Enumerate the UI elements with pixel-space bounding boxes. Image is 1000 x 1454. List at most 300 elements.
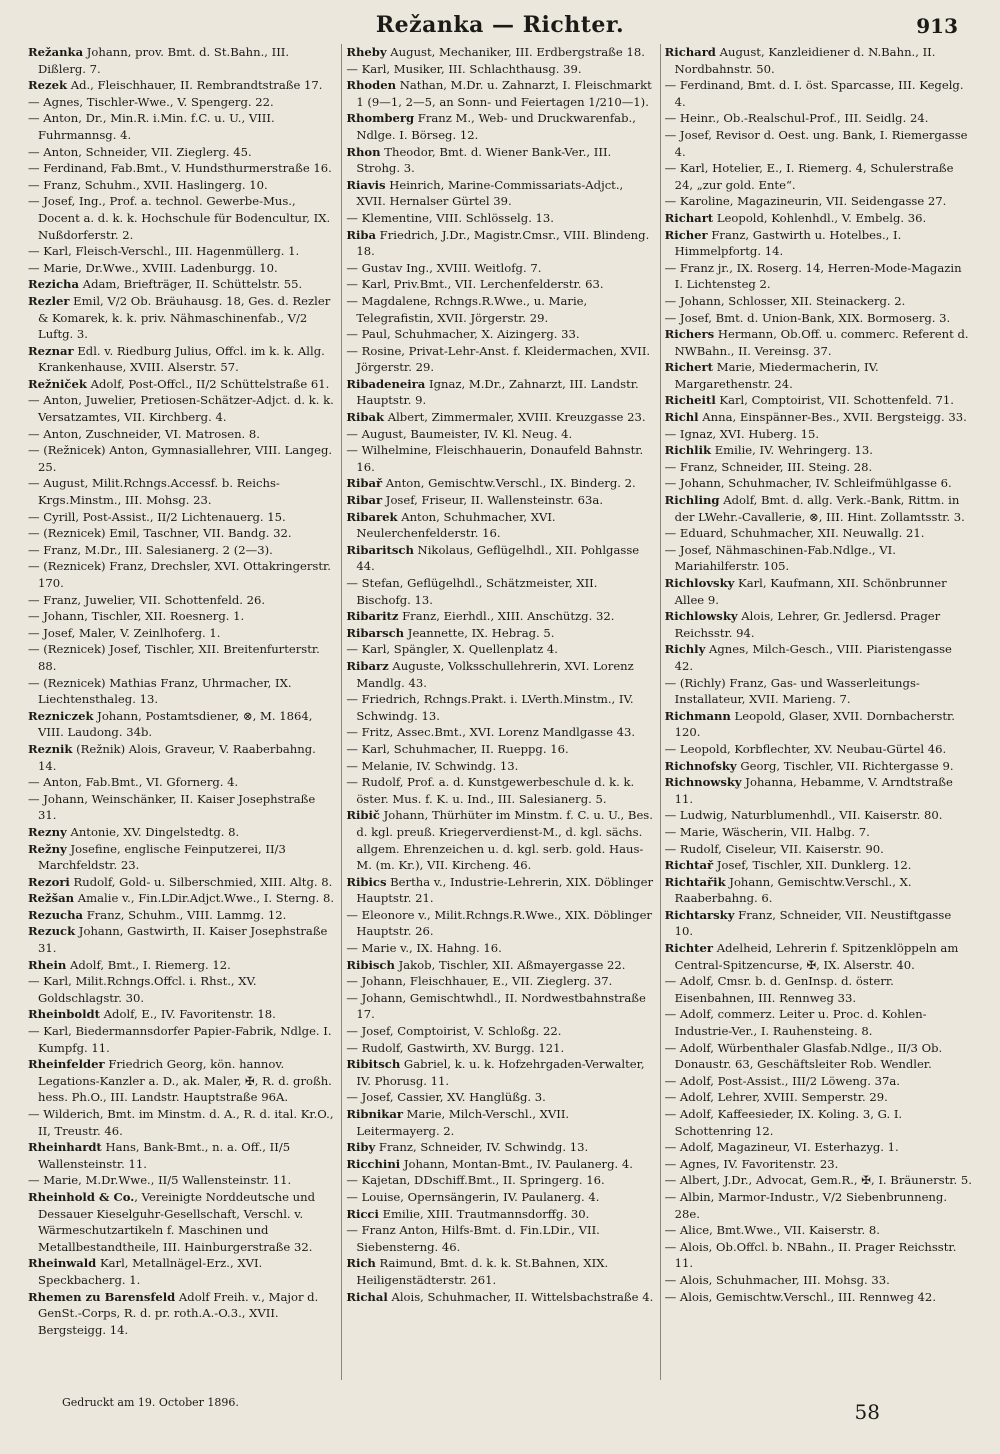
directory-entry [28, 525, 335, 542]
entry-details: Josef, Friseur, II. Wallensteinstr. 63a. [382, 493, 604, 508]
entry-surname: Ribnikar [346, 1107, 403, 1121]
directory-entry [28, 243, 335, 260]
directory-entry [28, 392, 335, 425]
entry-surname: Režny [28, 841, 67, 856]
entry-details: — August, Milit.Rchngs.Accessf. b. Reichs-Krgs.Minstm., III. Mohsg. 23. [28, 476, 280, 508]
entry-details: — Cyrill, Post-Assist., II/2 Lichtenauerg. 15. [28, 509, 286, 524]
entry-details: — Melanie, IV. Schwindg. 13. [346, 758, 519, 773]
directory-entry [346, 973, 653, 990]
entry-details: — Ignaz, XVI. Huberg. 15. [664, 426, 820, 441]
directory-entry [28, 1289, 335, 1339]
entry-surname: Reznik [28, 741, 73, 756]
directory-entry [665, 492, 972, 525]
entry-details: — Franz, Juwelier, VII. Schottenfeld. 26. [28, 592, 266, 607]
directory-entry [346, 1189, 653, 1206]
entry-details: — Karl, Milit.Rchngs.Offcl. i. Rhst., XV. Goldschlagstr. 30. [28, 974, 257, 1005]
directory-entry [28, 177, 335, 194]
directory-entry [28, 1056, 335, 1106]
directory-entry [28, 1172, 335, 1189]
entry-details: Emil, V/2 Ob. Bräuhausg. 18, Ges. d. Rezler & Komarek, k. k. priv. Nähmaschinenfab., V/2 Luftg. 3. [38, 293, 331, 342]
entry-surname: Rheinhardt [28, 1140, 102, 1155]
directory-entry [665, 127, 972, 160]
entry-details: Johanna, Hebamme, V. Arndtstraße 11. [674, 775, 953, 806]
entry-details: Josef, Tischler, XII. Dunklerg. 12. [713, 858, 912, 873]
entry-details: — Johann, Weinschänker, II. Kaiser Josephstraße 31. [28, 791, 316, 823]
directory-entry [346, 293, 653, 326]
directory-entry [346, 61, 653, 78]
entry-details: — Josef, Bmt. d. Union-Bank, XIX. Bormoserg. 3. [664, 310, 951, 325]
entry-surname: Richly [664, 642, 706, 657]
directory-entry [665, 160, 972, 193]
entry-details: Hermann, Ob.Off. u. commerc. Referent d. NWBahn., II. Vereinsg. 37. [674, 327, 969, 358]
directory-entry [346, 641, 653, 658]
entry-details: — Alois, Ob.Offcl. b. NBahn., II. Prager Reichsstr. 11. [664, 1239, 957, 1271]
entry-details: Johann, Gemischtw.Verschl., X. Raaberbahng. 6. [674, 874, 912, 906]
entry-details: Adolf, Bmt., I. Riemerg. 12. [66, 957, 231, 972]
directory-entry [665, 1156, 972, 1173]
entry-details: — (Reznicek) Emil, Taschner, VII. Bandg. 32. [28, 526, 292, 541]
entry-surname: Rheby [346, 45, 387, 59]
directory-entry [346, 625, 653, 642]
entry-details: Adam, Briefträger, II. Schüttelstr. 55. [79, 277, 303, 292]
directory-entry [346, 758, 653, 775]
directory-entry [346, 1139, 653, 1156]
entry-surname: Rezek [28, 78, 68, 93]
directory-entry [346, 1156, 653, 1173]
entry-surname: Ribaritz [346, 609, 399, 624]
directory-entry [28, 475, 335, 508]
entry-details: — Karl, Biedermannsdorfer Papier-Fabrik, Ndlge. I. Kumpfg. 11. [28, 1024, 332, 1055]
directory-entry [28, 94, 335, 111]
entry-details: — Marie, Wäscherin, VII. Halbg. 7. [664, 824, 870, 839]
entry-surname: Rezler [28, 293, 70, 308]
directory-entry [28, 592, 335, 609]
directory-entry [665, 824, 972, 841]
entry-details: — Friedrich, Rchngs.Prakt. i. LVerth.Minstm., IV. Schwindg. 13. [346, 692, 634, 723]
entry-details: — (Režnicek) Anton, Gymnasiallehrer, VIII. Langeg. 25. [28, 443, 333, 474]
directory-entry [665, 293, 972, 310]
entry-details: August, Kanzleidiener d. N.Bahn., II. Nordbahnstr. 50. [674, 45, 936, 76]
entry-details: — Ludwig, Naturblumenhdl., VII. Kaiserstr. 80. [664, 808, 943, 823]
entry-details: Johann, prov. Bmt. d. St.Bahn., III. Dißlerg. 7. [38, 45, 290, 76]
directory-entry [346, 276, 653, 293]
entry-details: Anton, Schuhmacher, XVI. Neulerchenfelderstr. 16. [356, 509, 556, 541]
directory-entry [28, 1189, 335, 1255]
entry-details: Emilie, IV. Wehringerg. 13. [711, 443, 873, 458]
entry-details: Johann, Gastwirth, II. Kaiser Josephstraße 31. [38, 924, 328, 956]
entry-details: Adolf, E., IV. Favoritenstr. 18. [99, 1007, 276, 1022]
directory-entry [665, 675, 972, 708]
directory-entry [346, 1289, 653, 1306]
entry-details: — Adolf, Cmsr. b. d. GenInsp. d. österr. Eisenbahnen, III. Rennweg 33. [664, 974, 894, 1005]
entry-surname: Richling [664, 493, 720, 508]
entry-surname: Richard [664, 45, 716, 59]
entry-surname: Ribarz [346, 658, 389, 673]
directory-entry [665, 459, 972, 476]
directory-entry [346, 1172, 653, 1189]
entry-details: — Josef, Revisor d. Oest. ung. Bank, I. Riemergasse 4. [664, 127, 968, 159]
directory-entry [665, 359, 972, 392]
entry-details: Hans, Bank-Bmt., n. a. Off., II/5 Wallensteinstr. 11. [38, 1140, 291, 1171]
entry-details: Friedrich Georg, kön. hannov. Legations-Kanzler a. D., ak. Maler, ✠, R. d. großh. hess. Ph.O., III. Landstr. Hauptstraße 96A. [38, 1057, 332, 1105]
directory-entry [346, 1106, 653, 1139]
entry-surname: Richer [664, 227, 708, 242]
directory-entry [665, 575, 972, 608]
directory-entry [346, 575, 653, 608]
entry-details: — Franz, Schneider, III. Steing. 28. [664, 459, 873, 474]
directory-entry [346, 177, 653, 210]
entry-surname: Rheinboldt [28, 1007, 100, 1022]
entry-details: — Johann, Schuhmacher, IV. Schleifmühlgasse 6. [664, 476, 952, 491]
directory-entry [346, 44, 653, 61]
entry-details: Agnes, Milch-Gesch., VIII. Piaristengasse 42. [674, 642, 952, 673]
directory-entry [665, 857, 972, 874]
entry-details: — Adolf, Lehrer, XVIII. Semperstr. 29. [664, 1090, 888, 1105]
directory-entry [28, 890, 335, 907]
directory-entry [665, 1006, 972, 1039]
entry-details: — Franz Anton, Hilfs-Bmt. d. Fin.LDir., VII. Siebensterng. 46. [346, 1223, 600, 1254]
entry-details: Auguste, Volksschullehrerin, XVI. Lorenz Mandlg. 43. [356, 658, 634, 690]
directory-entry [665, 1089, 972, 1106]
entry-surname: Richnofsky [664, 758, 737, 773]
directory-entry [665, 1272, 972, 1289]
entry-surname: Riba [346, 227, 376, 242]
directory-entry [665, 193, 972, 210]
entry-details: Adolf Freih. v., Major d. GenSt.-Corps, R. d. pr. roth.A.-O.3., XVII. Bergsteigg. 14. [38, 1289, 319, 1337]
directory-entry [28, 193, 335, 243]
directory-entry [665, 708, 972, 741]
entry-details: — Albin, Marmor-Industr., V/2 Siebenbrunneng. 28e. [664, 1189, 948, 1221]
entry-details: — Karl, Schuhmacher, II. Rueppg. 16. [346, 741, 569, 756]
entry-surname: Ribisch [346, 957, 395, 972]
directory-entry [665, 608, 972, 641]
directory-entry [665, 874, 972, 907]
entry-details: , Vereinigte Norddeutsche und Dessauer Kieselguhr-Gesellschaft, Verschl. v. Wärmeschutzartikeln f. Maschinen und Metallbestandtheile, III. Hainburgerstraße 32. [38, 1189, 316, 1254]
entry-details: — Karl, Hotelier, E., I. Riemerg. 4, Schulerstraße 24, „zur gold. Ente“. [664, 161, 954, 192]
entry-details: Karl, Kaufmann, XII. Schönbrunner Allee 9. [674, 576, 947, 607]
entry-details: Anna, Einspänner-Bes., XVII. Bergsteigg. 33. [698, 410, 967, 425]
directory-entry [28, 376, 335, 393]
entry-surname: Ribitsch [346, 1057, 401, 1072]
directory-entry [28, 144, 335, 161]
directory-entry [28, 641, 335, 674]
entry-details: — Johann, Schlosser, XII. Steinackerg. 2. [664, 293, 906, 308]
entry-surname: Richlovsky [664, 576, 735, 590]
entry-details: Rudolf, Gold- u. Silberschmied, XIII. Altg. 8. [69, 874, 333, 889]
entry-surname: Rhemen zu Barensfeld [28, 1289, 176, 1304]
directory-entry [665, 841, 972, 858]
entry-details: Johann, Thürhüter im Minstm. f. C. u. U., Bes. d. kgl. preuß. Kriegerverdienst-M., d. kgl. sächs. allgem. Ehrenzeichen u. d. kgl. serb. gold. Haus-M. (m. Kr.), VII. Kircheng. 46. [356, 808, 653, 873]
directory-entry [346, 957, 653, 974]
directory-entry [346, 144, 653, 177]
entry-surname: Rezny [28, 824, 67, 839]
entry-details: — Marie, Dr.Wwe., XVIII. Ladenburgg. 10. [28, 260, 278, 275]
entry-surname: Richter [664, 941, 714, 956]
entry-details: Nathan, M.Dr. u. Zahnarzt, I. Fleischmarkt 1 (9—1, 2—5, an Sonn- und Feiertagen 1/210—1). [356, 78, 652, 109]
directory-entry [28, 442, 335, 475]
entry-details: Franz, Schneider, VII. Neustiftgasse 10. [674, 907, 952, 939]
directory-entry [28, 923, 335, 956]
entry-surname: Richlowsky [664, 609, 738, 624]
directory-entry [665, 542, 972, 575]
entry-details: — Fritz, Assec.Bmt., XVI. Lorenz Mandlgasse 43. [346, 725, 636, 740]
entry-details: Karl, Metallnägel-Erz., XVI. Speckbacherg. 1. [38, 1256, 263, 1287]
directory-entry [346, 260, 653, 277]
directory-entry [28, 907, 335, 924]
entry-details: — Karl, Musiker, III. Schlachthausg. 39. [346, 61, 582, 76]
directory-entry [346, 807, 653, 873]
directory-entry [346, 409, 653, 426]
entry-details: Jeannette, IX. Hebrag. 5. [404, 625, 555, 640]
entry-details: — Heinr., Ob.-Realschul-Prof., III. Seidlg. 24. [664, 111, 929, 126]
entry-surname: Rhomberg [346, 111, 415, 126]
directory-entry [346, 492, 653, 509]
directory-entry [346, 907, 653, 940]
entry-details: August, Mechaniker, III. Erdbergstraße 18. [386, 45, 645, 59]
column-3 [660, 44, 972, 1380]
entry-details: — Kajetan, DDschiff.Bmt., II. Springerg. 16. [346, 1173, 605, 1188]
directory-entry [346, 608, 653, 625]
entry-surname: Richtarsky [664, 907, 735, 922]
entry-details: Leopold, Glaser, XVII. Dornbacherstr. 120. [674, 708, 955, 740]
directory-entry [346, 774, 653, 807]
entry-surname: Richert [664, 360, 714, 375]
entry-details: — Gustav Ing., XVIII. Weitlofg. 7. [346, 260, 542, 275]
directory-entry [665, 741, 972, 758]
entry-surname: Ribar [346, 493, 383, 508]
directory-entry [28, 625, 335, 642]
directory-entry [665, 1106, 972, 1139]
directory-columns [28, 44, 972, 1380]
directory-entry [665, 807, 972, 824]
directory-entry [346, 1040, 653, 1057]
directory-entry [28, 542, 335, 559]
directory-entry [346, 1222, 653, 1255]
entry-details: Anton, Gemischtw.Verschl., IX. Binderg. 2. [382, 476, 636, 491]
entry-surname: Richeitl [664, 393, 716, 408]
entry-details: — Josef, Comptoirist, V. Schloßg. 22. [346, 1024, 562, 1039]
directory-entry [28, 110, 335, 143]
directory-entry [28, 509, 335, 526]
entry-surname: Richal [346, 1289, 388, 1304]
entry-surname: Rhoden [346, 78, 397, 93]
entry-surname: Ribarek [346, 509, 398, 524]
directory-entry [28, 1023, 335, 1056]
directory-entry [665, 1172, 972, 1189]
entry-surname: Rezuck [28, 924, 76, 939]
directory-entry [28, 293, 335, 343]
directory-entry [346, 1056, 653, 1089]
entry-details: — (Reznicek) Mathias Franz, Uhrmacher, IX. Liechtensthaleg. 13. [28, 675, 292, 707]
entry-details: Friedrich, J.Dr., Magistr.Cmsr., VIII. Blindeng. 18. [356, 227, 650, 259]
directory-entry [346, 442, 653, 475]
entry-details: — Anton, Juwelier, Pretiosen-Schätzer-Adjct. d. k. k. Versatzamtes, VII. Kirchberg. 4. [28, 393, 334, 425]
entry-surname: Richtař [664, 858, 714, 873]
directory-entry [665, 260, 972, 293]
directory-entry [665, 973, 972, 1006]
entry-details: Josefine, englische Feinputzerei, II/3 Marchfeldstr. 23. [38, 841, 286, 873]
entry-details: — Adolf, Kaffeesieder, IX. Koling. 3, G. I. Schottenring 12. [664, 1107, 903, 1138]
directory-entry [665, 210, 972, 227]
entry-details: — Klementine, VIII. Schlösselg. 13. [346, 210, 554, 225]
entry-details: Marie, Miedermacherin, IV. Margarethenstr. 24. [674, 360, 879, 391]
entry-details: — Ferdinand, Bmt. d. I. öst. Sparcasse, III. Kegelg. 4. [664, 78, 964, 109]
directory-entry [346, 326, 653, 343]
directory-entry [28, 1139, 335, 1172]
directory-entry [28, 558, 335, 591]
directory-entry [28, 426, 335, 443]
entry-details: — Eleonore v., Milit.Rchngs.R.Wwe., XIX. Döblinger Hauptstr. 26. [346, 907, 652, 939]
entry-surname: Režniček [28, 376, 87, 391]
entry-details: — Adolf, Würbenthaler Glasfab.Ndlge., II/3 Ob. Donaustr. 63, Geschäftsleiter Rob. Wendler. [664, 1040, 943, 1072]
entry-details: Jakob, Tischler, XII. Aßmayergasse 22. [394, 957, 626, 972]
entry-details: Adelheid, Lehrerin f. Spitzenklöppeln am Central-Spitzencurse, ✠, IX. Alserstr. 40. [674, 941, 959, 972]
entry-surname: Ribak [346, 410, 385, 425]
directory-entry [28, 608, 335, 625]
directory-entry [346, 475, 653, 492]
entry-details: Nikolaus, Geflügelhdl., XII. Pohlgasse 44. [356, 542, 640, 574]
directory-entry [28, 44, 335, 77]
directory-entry [28, 741, 335, 774]
directory-entry [665, 77, 972, 110]
entry-details: Adolf, Bmt. d. allg. Verk.-Bank, Rittm. in der LWehr.-Cavallerie, ⊗, III. Hint. Zollamtsstr. 3. [674, 493, 965, 524]
directory-entry [346, 77, 653, 110]
directory-entry [665, 641, 972, 674]
entry-details: Theodor, Bmt. d. Wiener Bank-Ver., III. Strohg. 3. [356, 144, 612, 176]
entry-details: Georg, Tischler, VII. Richtergasse 9. [736, 758, 954, 773]
entry-details: — Anton, Zuschneider, VI. Matrosen. 8. [28, 426, 260, 441]
entry-details: — Franz, M.Dr., III. Salesianerg. 2 (2—3). [28, 542, 273, 557]
entry-details: — Johann, Tischler, XII. Roesnerg. 1. [28, 609, 245, 624]
entry-details: — Eduard, Schuhmacher, XII. Neuwallg. 21. [664, 526, 925, 541]
entry-details: Karl, Comptoirist, VII. Schottenfeld. 71. [715, 393, 954, 408]
directory-entry [665, 44, 972, 77]
entry-details: Alois, Lehrer, Gr. Jedlersd. Prager Reichsstr. 94. [674, 609, 941, 640]
entry-surname: Rezucha [28, 907, 84, 922]
directory-entry [665, 442, 972, 459]
entry-details: Franz, Schneider, IV. Schwindg. 13. [375, 1140, 589, 1155]
entry-surname: Rheinhold & Co. [28, 1189, 135, 1204]
directory-entry [665, 1040, 972, 1073]
entry-details: Marie, Milch-Verschl., XVII. Leitermayerg. 2. [356, 1107, 570, 1138]
page-number: 913 [916, 14, 958, 38]
entry-details: — Karl, Spängler, X. Quellenplatz 4. [346, 642, 558, 657]
entry-details: — Paul, Schuhmacher, X. Aizingerg. 33. [346, 327, 580, 342]
entry-details: — Alice, Bmt.Wwe., VII. Kaiserstr. 8. [664, 1223, 880, 1238]
directory-entry [665, 110, 972, 127]
entry-details: Franz M., Web- und Druckwarenfab., Ndlge. I. Börseg. 12. [356, 111, 636, 142]
entry-details: Bertha v., Industrie-Lehrerin, XIX. Döblinger Hauptstr. 21. [356, 874, 653, 906]
entry-surname: Ricci [346, 1206, 379, 1221]
entry-surname: Režanka [28, 45, 84, 59]
directory-entry [28, 841, 335, 874]
directory-entry [28, 774, 335, 791]
entry-details: Amalie v., Fin.LDir.Adjct.Wwe., I. Sterng. 8. [74, 891, 335, 906]
directory-entry [346, 1206, 653, 1223]
directory-entry [665, 758, 972, 775]
entry-details: — Johann, Fleischhauer, E., VII. Zieglerg. 37. [346, 974, 613, 989]
entry-details: — Anton, Dr., Min.R. i.Min. f.C. u. U., VIII. Fuhrmannsg. 4. [28, 111, 275, 142]
directory-entry [346, 874, 653, 907]
directory-entry [346, 990, 653, 1023]
entry-details: — Rudolf, Ciseleur, VII. Kaiserstr. 90. [664, 841, 884, 856]
entry-surname: Ribič [346, 808, 380, 823]
entry-details: — Franz jr., IX. Roserg. 14, Herren-Mode-Magazin I. Lichtensteg 2. [664, 260, 962, 292]
directory-entry [28, 1255, 335, 1288]
directory-entry [665, 426, 972, 443]
entry-details: — (Reznicek) Josef, Tischler, XII. Breitenfurterstr. 88. [28, 642, 320, 673]
entry-details: — Stefan, Geflügelhdl., Schätzmeister, XII. Bischofg. 13. [346, 576, 598, 607]
entry-surname: Riby [346, 1140, 376, 1155]
entry-details: — Alois, Schuhmacher, III. Mohsg. 33. [664, 1272, 890, 1287]
entry-surname: Ribaritsch [346, 542, 414, 557]
entry-details: — Wilhelmine, Fleischhauerin, Donaufeld Bahnstr. 16. [346, 443, 644, 474]
entry-details: — Agnes, IV. Favoritenstr. 23. [664, 1156, 839, 1171]
directory-entry [665, 1073, 972, 1090]
directory-entry [28, 973, 335, 1006]
entry-details: Alois, Schuhmacher, II. Wittelsbachstraße 4. [387, 1289, 654, 1304]
entry-details: — Agnes, Tischler-Wwe., V. Spengerg. 22. [28, 94, 274, 109]
entry-surname: Richtařik [664, 874, 726, 889]
directory-entry [346, 376, 653, 409]
entry-details: — Magdalene, Rchngs.R.Wwe., u. Marie, Telegrafistin, XVII. Jörgerstr. 29. [346, 293, 588, 325]
directory-entry [346, 1089, 653, 1106]
entry-surname: Richart [664, 210, 714, 225]
directory-entry [346, 1255, 653, 1288]
directory-entry [346, 1023, 653, 1040]
entry-details: — August, Baumeister, IV. Kl. Neug. 4. [346, 426, 573, 441]
entry-details: — Ferdinand, Fab.Bmt., V. Hundsthurmerstraße 16. [28, 161, 332, 176]
entry-details: Edl. v. Riedburg Julius, Offcl. im k. k. Allg. Krankenhause, XVIII. Alserstr. 57. [38, 343, 325, 375]
entry-details: Gabriel, k. u. k. Hofzehrgaden-Verwalter, IV. Phorusg. 11. [356, 1057, 645, 1088]
signature-number: 58 [854, 1400, 880, 1424]
entry-details: Emilie, XIII. Trautmannsdorffg. 30. [378, 1206, 590, 1221]
entry-details: — Anton, Schneider, VII. Zieglerg. 45. [28, 144, 252, 159]
entry-details: Johann, Montan-Bmt., IV. Paulanerg. 4. [400, 1156, 633, 1171]
directory-entry [665, 525, 972, 542]
entry-surname: Rich [346, 1256, 376, 1271]
directory-entry [346, 741, 653, 758]
entry-details: Heinrich, Marine-Commissariats-Adjct., XVII. Hernalser Gürtel 39. [356, 177, 624, 209]
directory-entry [665, 392, 972, 409]
entry-surname: Rheinwald [28, 1256, 97, 1271]
directory-entry [665, 940, 972, 973]
entry-details: Albert, Zimmermaler, XVIII. Kreuzgasse 23. [384, 410, 646, 425]
entry-details: — Louise, Opernsängerin, IV. Paulanerg. 4. [346, 1189, 600, 1204]
directory-entry [346, 343, 653, 376]
page-header [0, 0, 1000, 40]
directory-entry [665, 326, 972, 359]
entry-details: — Rosine, Privat-Lehr-Anst. f. Kleidermachen, XVII. Jörgerstr. 29. [346, 343, 651, 375]
entry-details: Franz, Gastwirth u. Hotelbes., I. Himmelpfortg. 14. [674, 227, 902, 259]
directory-entry [28, 1006, 335, 1023]
directory-entry [346, 724, 653, 741]
entry-details: Adolf, Post-Offcl., II/2 Schüttelstraße 61. [86, 376, 330, 391]
directory-entry [665, 1222, 972, 1239]
directory-entry [346, 210, 653, 227]
entry-details: — (Reznicek) Franz, Drechsler, XVI. Ottakringerstr. 170. [28, 559, 331, 590]
directory-entry [346, 691, 653, 724]
directory-entry [28, 708, 335, 741]
entry-details: — Franz, Schuhm., XVII. Haslingerg. 10. [28, 177, 268, 192]
directory-entry [28, 160, 335, 177]
entry-details: Ignaz, M.Dr., Zahnarzt, III. Landstr. Hauptstr. 9. [356, 376, 639, 408]
entry-details: — Johann, Gemischtwhdl., II. Nordwestbahnstraße 17. [346, 990, 646, 1022]
entry-details: Leopold, Kohlenhdl., V. Embelg. 36. [713, 210, 927, 225]
directory-entry [665, 475, 972, 492]
entry-details: — Anton, Fab.Bmt., VI. Gfornerg. 4. [28, 775, 239, 790]
directory-entry [28, 675, 335, 708]
